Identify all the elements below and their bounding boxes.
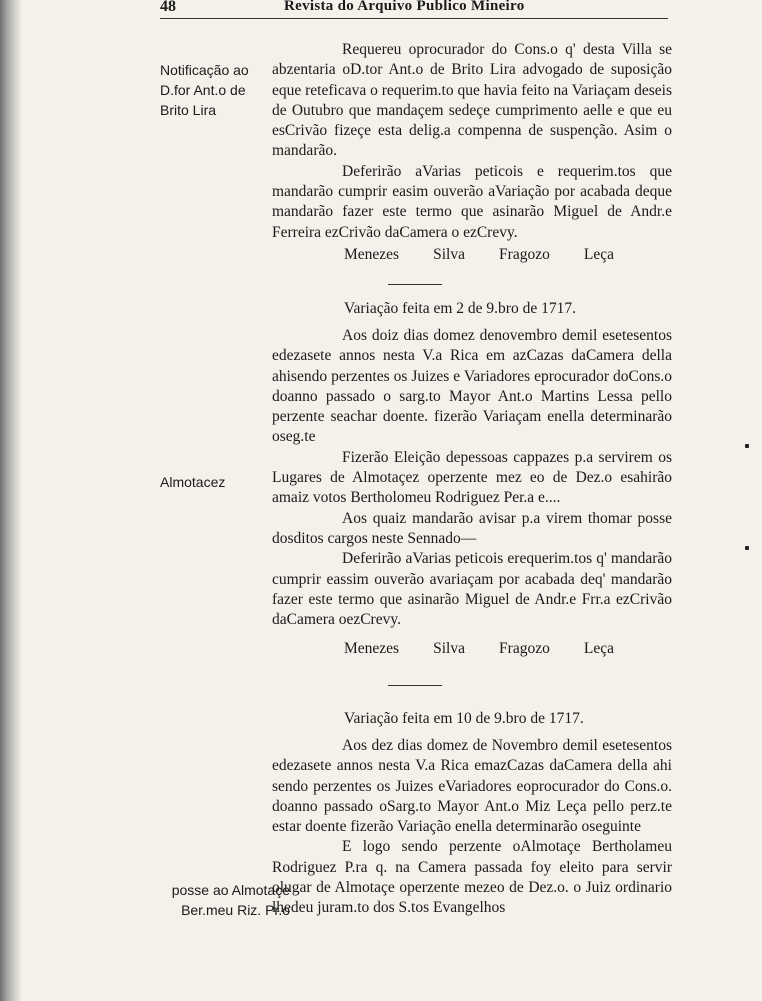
section-separator — [388, 685, 442, 686]
book-spine-shadow — [0, 0, 22, 1001]
entry3-text — [272, 736, 672, 919]
signature-silva: Silva — [433, 640, 465, 657]
signature-fragozo: Fragozo — [499, 246, 550, 263]
margin-speck — [745, 444, 749, 448]
entry1-paragraph-2: Deferirão aVarias peticois e requerim.tos que mandarão cumprir easim ouverão aVariação por acabada deque mandarão fazer este termo que asinarão Miguel de Andr.e Ferreira ezCrivão daCamera o ezCrevy. — [272, 162, 672, 241]
signature-menezes: Menezes — [344, 246, 400, 263]
entry2-signatures — [344, 640, 614, 658]
header-rule — [160, 18, 668, 19]
entry2-paragraph-4: Deferirão aVarias peticois erequerim.tos q' mandarão cumprir eassim ouverão avariaçam por acabada deq' mandarão fazer este termo que asinarão Miguel de Andr.e Frr.a ezCrivão daCamera oezCrevy. — [272, 550, 672, 629]
entry2-text — [272, 326, 672, 630]
signature-leca: Leça — [583, 246, 614, 263]
signature-fragozo: Fragozo — [499, 640, 550, 657]
margin-note-posse-almotace: posse ao Almotaçe Ber.meu Riz. Pr.o — [171, 882, 290, 918]
entry1-signatures — [344, 246, 614, 264]
entry3-heading: Variação feita em 10 de 9.bro de 1717. — [344, 710, 584, 727]
signature-menezes: Menezes — [344, 640, 400, 657]
running-title: Revista do Arquivo Publico Mineiro — [284, 0, 525, 14]
margin-note-almotacez: Almotacez — [160, 474, 226, 490]
entry2-paragraph-2: Fizerão Eleição depessoas cappazes p.a servirem os Lugares de Almotaçez operzente mez eo de Dez.o esahirão amaiz votos Bertholomeu Rodriguez Per.a e.... — [272, 448, 672, 507]
entry1-text — [272, 40, 672, 243]
entry1-paragraph-1: Requereu oprocurador do Cons.o q' desta Villa se abzentaria oD.tor Ant.o de Brito Lira advogado de suposição eque reteficava o requerim.to que havia feito na Variaçam deseis de Outubro que mandaçem sedeçe cumprimento aelle e que eu esCrivão fizeçe esta delig.a compenna de suspenção. Asim o mandarão. — [272, 41, 672, 160]
entry2-paragraph-3: Aos quaiz mandarão avisar p.a virem thomar posse dosditos cargos neste Sennado— — [272, 509, 672, 547]
entry2-heading: Variação feita em 2 de 9.bro de 1717. — [344, 300, 576, 317]
entry3-paragraph-1: Aos dez dias domez de Novembro demil esetesentos edezasete annos nesta V.a Rica emazCazas daCamera della ahi sendo perzentes os Juizes eVariadores eoprocurador do Cons.o. doanno passado oSarg.to Mayor Ant.o Miz Leça pello perz.te estar doente fizerão Variação enella determinarão oseguinte — [272, 737, 672, 836]
entry2-paragraph-1: Aos doiz dias domez denovembro demil esetesentos edezasete annos nesta V.a Rica em azCazas daCamera della ahisendo perzentes os Juizes e Variadores eprocurador doCons.o doanno passado o sarg.to Mayor Ant.o Martins Lessa pello perzente seachar doente. fizerão Variaçam enella determinarão oseg.te — [272, 327, 672, 446]
signature-silva: Silva — [433, 246, 465, 263]
entry3-paragraph-2: E logo sendo perzente oAlmotaçe Bertholameu Rodriguez P.ra q. na Camera passada foy eleito para servir olugar de Almotaçe operzente mezeo de Dez.o. o Juiz ordinario lhedeu juram.to dos S.tos Evangelhos — [272, 838, 672, 917]
margin-speck — [745, 546, 749, 550]
signature-leca: Leça — [583, 640, 614, 657]
section-separator — [388, 284, 442, 285]
page-number: 48 — [160, 0, 176, 15]
margin-note-notification: Notificação ao D.for Ant.o de Brito Lira — [160, 62, 249, 118]
